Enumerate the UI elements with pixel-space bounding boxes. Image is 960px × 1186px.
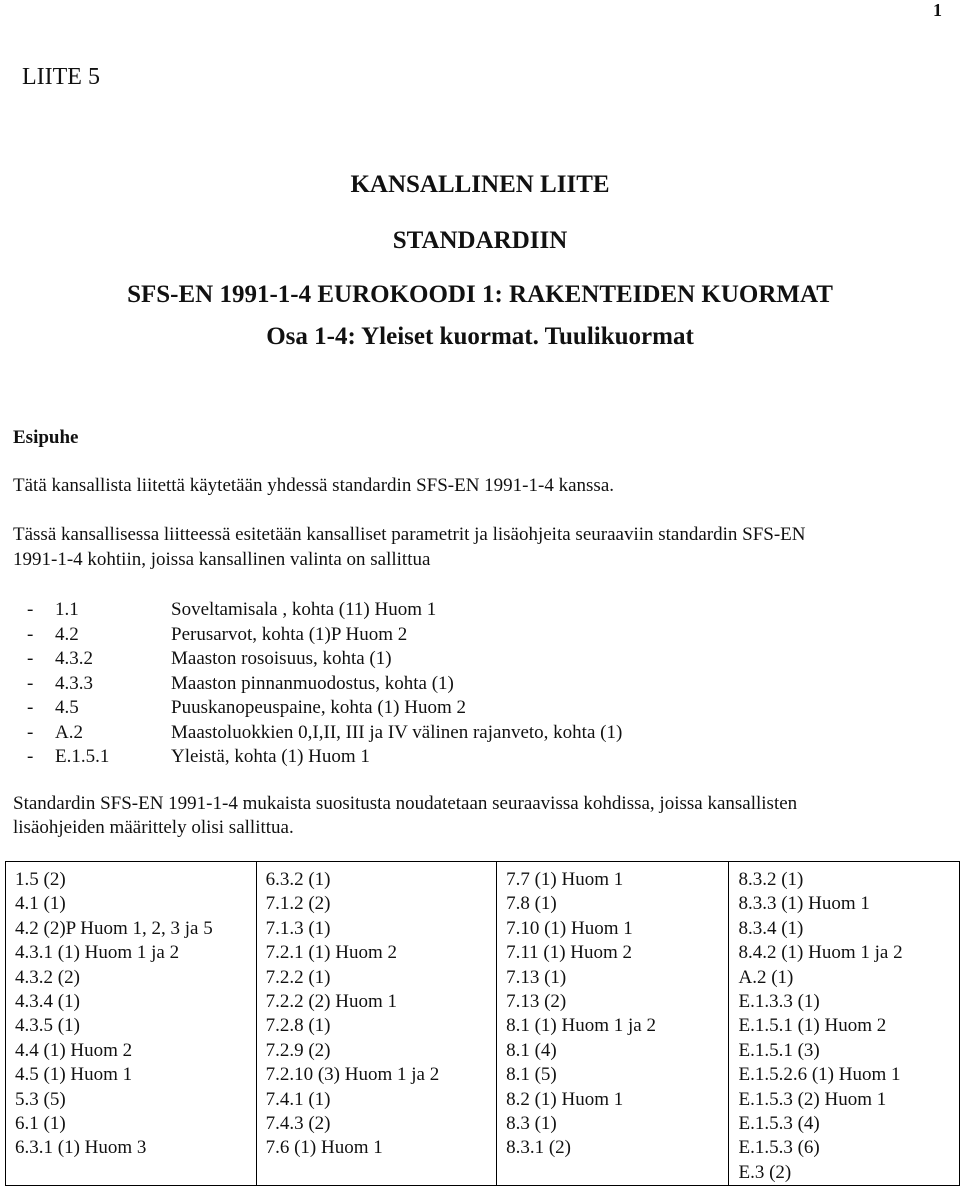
table-cell-entry: 7.13 (2) — [506, 991, 567, 1013]
table-cell-entry: 7.2.2 (2) Huom 1 — [265, 991, 398, 1013]
table-cell-entry: 4.3.1 (1) Huom 1 ja 2 — [15, 942, 180, 964]
table-cell-entry: 8.1 (5) — [506, 1064, 557, 1086]
clause-code: 4.3.2 — [55, 648, 93, 670]
preface-paragraph-2-line-1: Tässä kansallisessa liitteessä esitetään kansalliset parametrit ja lisäohjeita seuraaviin standardin SFS-EN — [13, 524, 806, 545]
table-cell-entry: 8.3.4 (1) — [738, 917, 804, 939]
table-cell-entry: 1.5 (2) — [15, 869, 66, 890]
table-cell-entry: E.1.5.3 (4) — [738, 1113, 820, 1135]
table-cell-entry: A.2 (1) — [738, 966, 794, 988]
title-line-2: STANDARDIIN — [392, 227, 568, 254]
table-cell-entry: E.1.5.3 (2) Huom 1 — [738, 1088, 887, 1110]
list-dash: - — [27, 599, 34, 621]
list-item — [13, 647, 622, 672]
clause-description: Yleistä, kohta (1) Huom 1 — [171, 746, 370, 768]
table-cell-entry: 4.3.5 (1) — [15, 1015, 80, 1037]
table-cell-entry: 4.5 (1) Huom 1 — [15, 1064, 133, 1086]
table-cell-entry: 7.11 (1) Huom 2 — [506, 942, 633, 964]
table-cell-entry: 7.2.8 (1) — [265, 1015, 331, 1037]
appendix-label: LIITE 5 — [22, 64, 100, 90]
table-cell-entry: E.1.5.1 (1) Huom 2 — [738, 1015, 887, 1037]
preface-heading: Esipuhe — [13, 427, 79, 448]
table-cell-entry: 7.2.9 (2) — [265, 1039, 331, 1061]
table-cell-entry: 6.1 (1) — [15, 1113, 66, 1135]
clause-code: 4.5 — [55, 697, 79, 719]
recommend-paragraph-line-2: lisäohjeiden määrittely olisi sallittua. — [13, 817, 294, 838]
list-item — [13, 672, 622, 697]
table-cell-entry: E.1.5.3 (6) — [738, 1137, 820, 1159]
table-cell-entry: 4.1 (1) — [15, 893, 66, 915]
table-cell-entry: 6.3.1 (1) Huom 3 — [15, 1137, 147, 1159]
clause-code: 4.2 — [55, 623, 79, 645]
clause-code: 1.1 — [55, 599, 79, 621]
table-cell-entry: E.1.5.1 (3) — [738, 1039, 820, 1061]
list-dash: - — [27, 672, 34, 694]
table-cell-entry: 7.7 (1) Huom 1 — [506, 869, 624, 890]
clause-description: Soveltamisala , kohta (11) Huom 1 — [171, 599, 437, 621]
list-dash: - — [27, 746, 34, 768]
table-cell-entry: 7.2.2 (1) — [265, 966, 331, 988]
table-column-4 — [729, 862, 960, 1186]
table-cell-entry: 8.3.1 (2) — [506, 1137, 572, 1159]
list-dash: - — [27, 697, 34, 719]
list-item — [13, 623, 622, 648]
table-cell-entry: 5.3 (5) — [15, 1088, 66, 1110]
preface-paragraph-1: Tätä kansallista liitettä käytetään yhdessä standardin SFS-EN 1991-1-4 kanssa. — [13, 475, 614, 496]
clause-description: Maaston pinnanmuodostus, kohta (1) — [171, 672, 454, 694]
table-cell-entry: 7.10 (1) Huom 1 — [506, 917, 633, 939]
list-dash: - — [27, 648, 34, 670]
table-column-3 — [497, 862, 729, 1186]
table-cell-entry: 8.1 (1) Huom 1 ja 2 — [506, 1015, 656, 1037]
list-dash: - — [27, 623, 34, 645]
preface-paragraph-2-line-2: 1991-1-4 kohtiin, joissa kansallinen valinta on sallittua — [13, 549, 431, 570]
table-cell-entry: 7.2.10 (3) Huom 1 ja 2 — [265, 1064, 440, 1086]
table-cell-entry: 8.3.3 (1) Huom 1 — [738, 893, 870, 915]
clause-description: Perusarvot, kohta (1)P Huom 2 — [171, 623, 408, 645]
table-cell-entry: 7.8 (1) — [506, 893, 557, 915]
title-line-1: KANSALLINEN LIITE — [350, 171, 610, 198]
clause-code: 4.3.3 — [55, 672, 93, 694]
table-cell-entry: 4.3.2 (2) — [15, 966, 80, 988]
table-column-1 — [6, 862, 257, 1186]
table-cell-entry: 7.1.3 (1) — [265, 917, 331, 939]
table-cell-entry: 7.1.2 (2) — [265, 893, 331, 915]
table-cell-entry: E.1.5.2.6 (1) Huom 1 — [738, 1064, 901, 1086]
table-cell-entry: 4.4 (1) Huom 2 — [15, 1039, 133, 1061]
table-cell-entry: E.1.3.3 (1) — [738, 991, 820, 1013]
title-line-3: SFS-EN 1991-1-4 EUROKOODI 1: RAKENTEIDEN KUORMAT — [127, 281, 833, 308]
table-cell-entry: 4.3.4 (1) — [15, 991, 80, 1013]
clause-list — [13, 598, 622, 770]
clause-description: Maaston rosoisuus, kohta (1) — [171, 648, 392, 670]
table-cell-entry: 7.6 (1) Huom 1 — [265, 1137, 383, 1159]
page-number: 1 — [933, 0, 942, 20]
table-cell-entry: 8.3 (1) — [506, 1113, 557, 1135]
table-cell-entry: 8.4.2 (1) Huom 1 ja 2 — [738, 942, 903, 964]
list-item — [13, 721, 622, 746]
table-cell-entry: 8.2 (1) Huom 1 — [506, 1088, 624, 1110]
clause-description: Puuskanopeuspaine, kohta (1) Huom 2 — [171, 697, 466, 719]
table-cell-entry: 4.2 (2)P Huom 1, 2, 3 ja 5 — [15, 917, 213, 939]
table-column-2 — [256, 862, 497, 1186]
clause-description: Maastoluokkien 0,I,II, III ja IV välinen rajanveto, kohta (1) — [171, 721, 623, 743]
clause-table — [5, 861, 960, 1186]
list-dash: - — [27, 721, 34, 743]
list-item — [13, 745, 622, 770]
clause-code: E.1.5.1 — [55, 746, 110, 768]
table-cell-entry: 6.3.2 (1) — [265, 869, 331, 890]
list-item — [13, 598, 622, 623]
table-cell-entry: 7.4.3 (2) — [265, 1113, 331, 1135]
recommend-paragraph-line-1: Standardin SFS-EN 1991-1-4 mukaista suositusta noudatetaan seuraavissa kohdissa, joissa kansallisten — [13, 793, 798, 814]
list-item — [13, 696, 622, 721]
table-cell-entry: E.3 (2) — [738, 1161, 792, 1183]
table-cell-entry: 7.4.1 (1) — [265, 1088, 331, 1110]
table-cell-entry: 8.1 (4) — [506, 1039, 557, 1061]
clause-code: A.2 — [55, 721, 83, 743]
table-cell-entry: 7.13 (1) — [506, 966, 567, 988]
table-cell-entry: 7.2.1 (1) Huom 2 — [265, 942, 398, 964]
title-line-4: Osa 1-4: Yleiset kuormat. Tuulikuormat — [266, 323, 694, 350]
table-cell-entry: 8.3.2 (1) — [738, 869, 804, 890]
